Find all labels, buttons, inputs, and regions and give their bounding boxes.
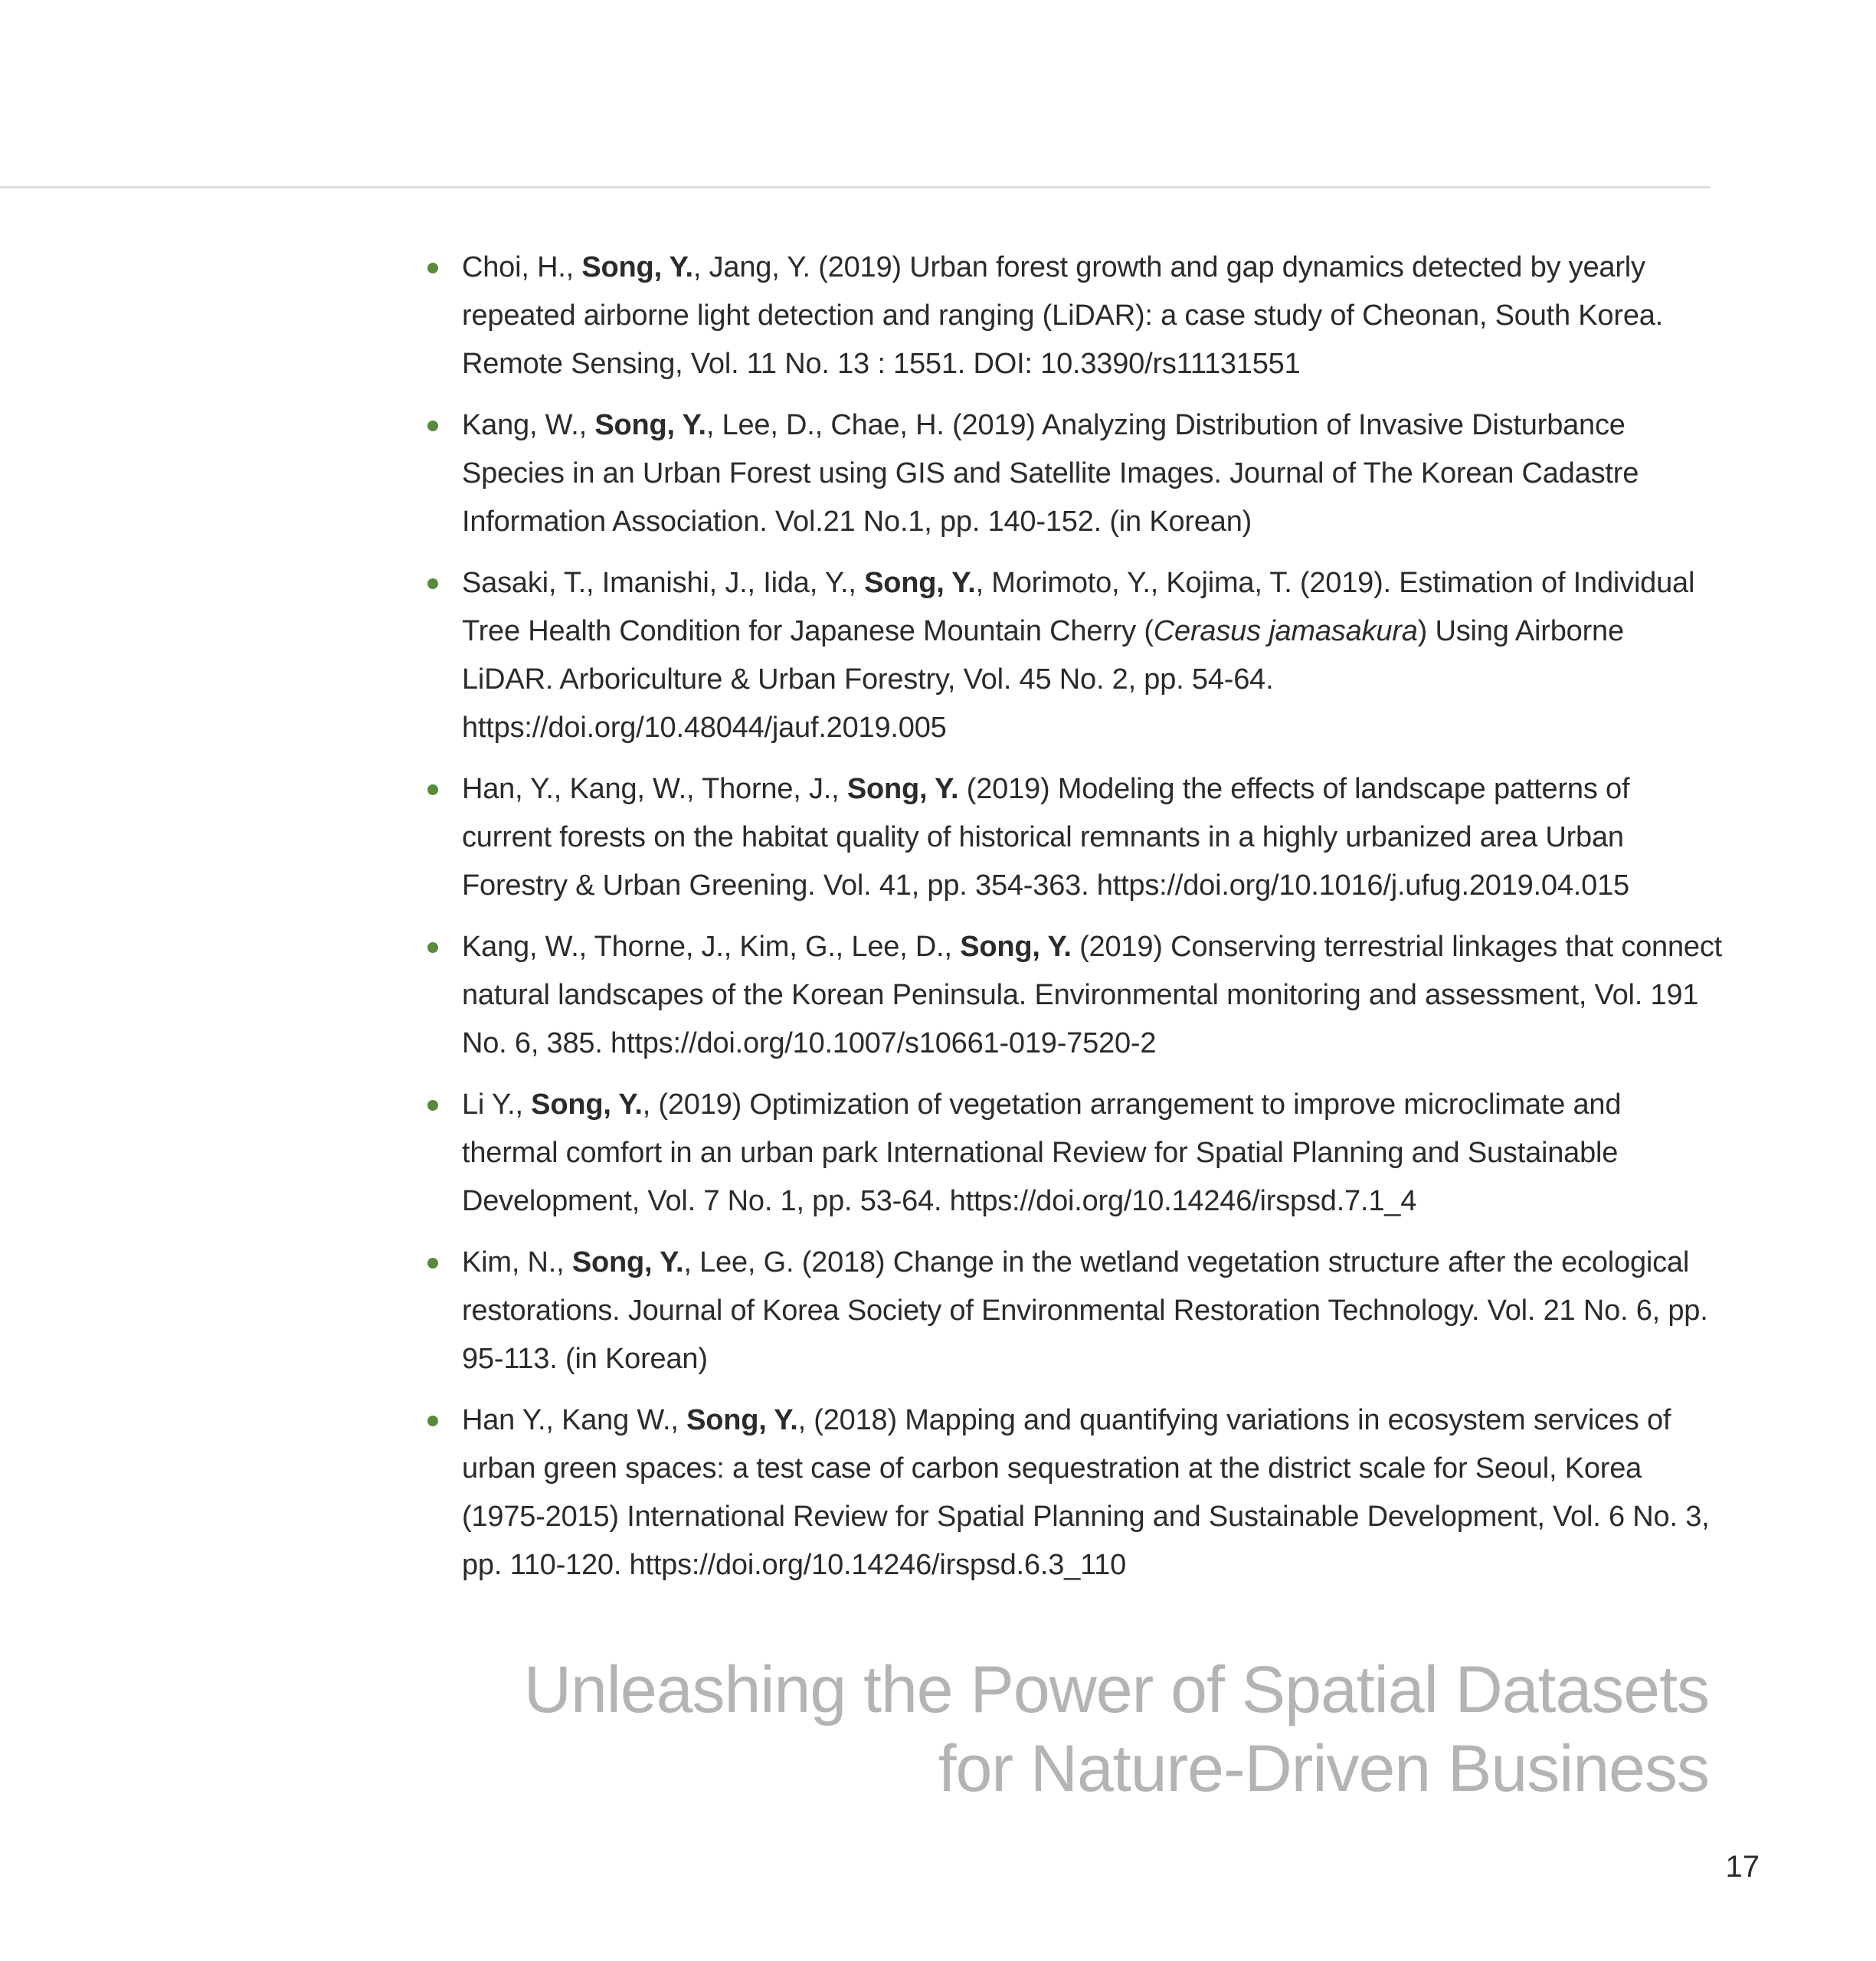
authors-prefix: Sasaki, T., Imanishi, J., Iida, Y., (462, 567, 865, 599)
document-title (524, 1651, 1709, 1809)
species-name: Cerasus jamasakura (1153, 615, 1418, 647)
publication-list (420, 244, 1722, 1603)
publication-item (420, 244, 1722, 388)
highlighted-author: Song, Y. (531, 1089, 643, 1121)
authors-prefix: Kang, W., Thorne, J., Kim, G., Lee, D., (462, 931, 961, 963)
publication-item (420, 1239, 1722, 1383)
highlighted-author: Song, Y. (686, 1404, 798, 1436)
citation-text: (2019) Conserving terrestrial linkages that connect natural landscapes of the Korean Peninsula. Environmental monitoring and assessment, Vol. 191 No. 6, 385. https://doi.org/10.1007/s10661-019-7520-2 (462, 931, 1723, 1059)
highlighted-author: Song, Y. (581, 251, 693, 283)
citation-text: , (2018) Mapping and quantifying variations in ecosystem services of urban green spaces: a test case of carbon sequestration at the district scale for Seoul, Korea (1975-2015) International Review for Spatial Planning and Sustainable Development, Vol. 6 No. 3, pp. 110-120. https://doi.org/10.14246/irspsd.6.3_110 (462, 1404, 1710, 1581)
authors-prefix: Kang, W., (462, 409, 595, 441)
bullet-icon (427, 1258, 438, 1269)
citation-text: , Morimoto, Y., Kojima, T. (2019). Estimation of Individual Tree Health Condition for Japanese Mountain Cherry ( (462, 567, 1695, 647)
page-number: 17 (1725, 1850, 1760, 1884)
highlighted-author: Song, Y. (571, 1246, 684, 1278)
bullet-icon (427, 263, 438, 273)
authors-prefix: Li Y., (462, 1089, 532, 1121)
bullet-icon (427, 784, 438, 795)
citation-text: , Lee, D., Chae, H. (2019) Analyzing Distribution of Invasive Disturbance Species in an Urban Forest using GIS and Satellite Images. Journal of The Korean Cadastre Information Association. Vol.21 No.1, pp. 140-152. (in Korean) (462, 409, 1639, 538)
bullet-icon (427, 1100, 438, 1111)
citation-text: (2019) Modeling the effects of landscape patterns of current forests on the habitat quality of historical remnants in a highly urbanized area Urban Forestry & Urban Greening. Vol. 41, pp. 354-363. https://doi.org/10.1016/j.ufug.2019.04.015 (462, 773, 1630, 902)
document-title-line-2: for Nature-Driven Business (938, 1732, 1709, 1805)
publication-item (420, 559, 1722, 752)
highlighted-author: Song, Y. (864, 567, 976, 599)
publication-item (420, 923, 1722, 1068)
bullet-icon (427, 1416, 438, 1426)
publication-item (420, 765, 1722, 910)
authors-prefix: Han, Y., Kang, W., Thorne, J., (462, 773, 847, 805)
publication-item (420, 1081, 1722, 1226)
publication-item (420, 1396, 1722, 1589)
authors-prefix: Choi, H., (462, 251, 582, 283)
bullet-icon (427, 578, 438, 589)
highlighted-author: Song, Y. (960, 931, 1072, 963)
highlighted-author: Song, Y. (846, 773, 959, 805)
authors-prefix: Han Y., Kang W., (462, 1404, 687, 1436)
citation-text-continued: ) Using Airborne LiDAR. Arboriculture & Urban Forestry, Vol. 45 No. 2, pp. 54-64. https://doi.org/10.48044/jauf.2019.005 (462, 615, 1624, 744)
document-title-line-1: Unleashing the Power of Spatial Datasets (523, 1653, 1709, 1727)
citation-text: , Lee, G. (2018) Change in the wetland vegetation structure after the ecological restorations. Journal of Korea Society of Environmental Restoration Technology. Vol. 21 No. 6, pp. 95-113. (in Korean) (462, 1246, 1708, 1375)
citation-text: , (2019) Optimization of vegetation arrangement to improve microclimate and thermal comfort in an urban park International Review for Spatial Planning and Sustainable Development, Vol. 7 No. 1, pp. 53-64. https://doi.org/10.14246/irspsd.7.1_4 (462, 1089, 1622, 1217)
highlighted-author: Song, Y. (594, 409, 706, 441)
bullet-icon (427, 421, 438, 431)
publication-item (420, 401, 1722, 546)
bullet-icon (427, 942, 438, 953)
authors-prefix: Kim, N., (462, 1246, 572, 1278)
citation-text: , Jang, Y. (2019) Urban forest growth and gap dynamics detected by yearly repeated airborne light detection and ranging (LiDAR): a case study of Cheonan, South Korea. Remote Sensing, Vol. 11 No. 13 : 1551. DOI: 10.3390/rs11131551 (462, 251, 1664, 380)
header-divider (0, 186, 1711, 188)
